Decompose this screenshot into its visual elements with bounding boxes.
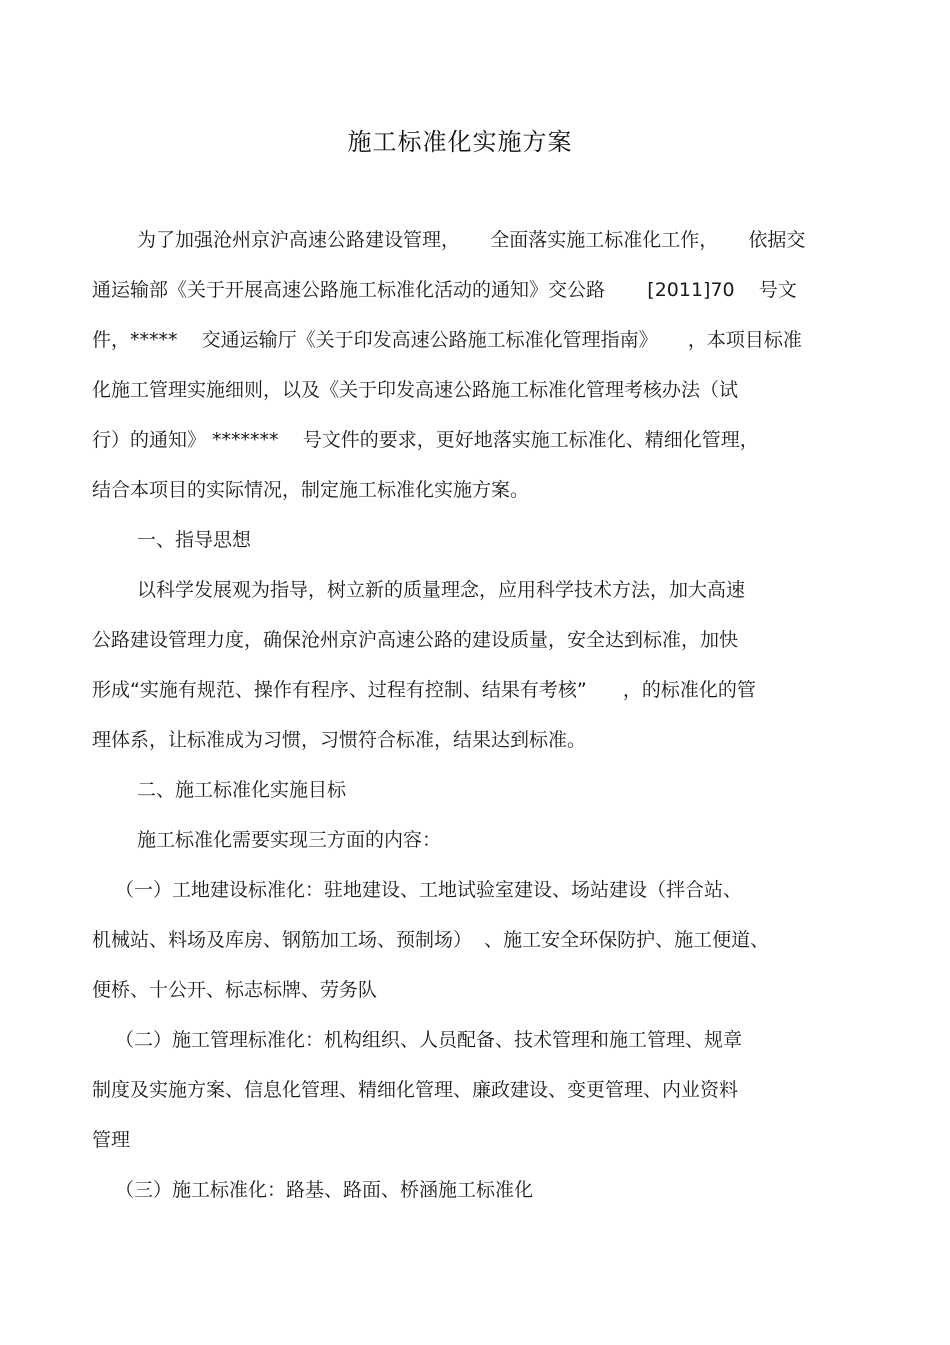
list-item-1-line-1: （一）工地建设标准化：驻地建设、工地试验室建设、场站建设（拌合站、 bbox=[115, 879, 743, 901]
paragraph-line-8: 公路建设管理力度，确保沧州京沪高速公路的建设质量，安全达到标准，加快 bbox=[92, 629, 739, 651]
paragraph-line-2: 通运输部《关于开展高速公路施工标准化活动的通知》交公路 [2011]70 号文 bbox=[92, 279, 797, 301]
paragraph-line-11: 施工标准化需要实现三方面的内容： bbox=[137, 829, 442, 851]
list-item-3-line-1: （三）施工标准化：路基、路面、桥涵施工标准化 bbox=[115, 1179, 534, 1201]
section-heading-1: 一、指导思想 bbox=[137, 529, 252, 551]
paragraph-line-6: 结合本项目的实际情况，制定施工标准化实施方案。 bbox=[92, 479, 530, 501]
paragraph-line-1: 为了加强沧州京沪高速公路建设管理， 全面落实施工标准化工作， 依据交 bbox=[137, 229, 806, 251]
section-heading-2: 二、施工标准化实施目标 bbox=[137, 779, 347, 801]
paragraph-line-7: 以科学发展观为指导，树立新的质量理念，应用科学技术方法，加大高速 bbox=[137, 579, 746, 601]
list-item-2-line-3: 管理 bbox=[92, 1129, 131, 1151]
paragraph-line-9: 形成“实施有规范、操作有程序、过程有控制、结果有考核” ，的标准化的管 bbox=[92, 679, 756, 701]
paragraph-line-4: 化施工管理实施细则，以及《关于印发高速公路施工标准化管理考核办法（试 bbox=[92, 379, 739, 401]
document-title: 施工标准化实施方案 bbox=[347, 128, 573, 156]
list-item-2-line-2: 制度及实施方案、信息化管理、精细化管理、廉政建设、变更管理、内业资料 bbox=[92, 1079, 739, 1101]
paragraph-line-10: 理体系，让标准成为习惯，习惯符合标准，结果达到标准。 bbox=[92, 729, 587, 751]
paragraph-line-5: 行）的通知》 ******* 号文件的要求，更好地落实施工标准化、精细化管理， bbox=[92, 429, 759, 451]
list-item-2-line-1: （二）施工管理标准化：机构组织、人员配备、技术管理和施工管理、规章 bbox=[115, 1029, 743, 1051]
list-item-1-line-2: 机械站、料场及库房、钢筋加工场、预制场） 、施工安全环保防护、施工便道、 bbox=[92, 929, 770, 951]
list-item-1-line-3: 便桥、十公开、标志标牌、劳务队 bbox=[92, 979, 378, 1001]
paragraph-line-3: 件，***** 交通运输厅《关于印发高速公路施工标准化管理指南》 ，本项目标准 bbox=[92, 329, 802, 351]
